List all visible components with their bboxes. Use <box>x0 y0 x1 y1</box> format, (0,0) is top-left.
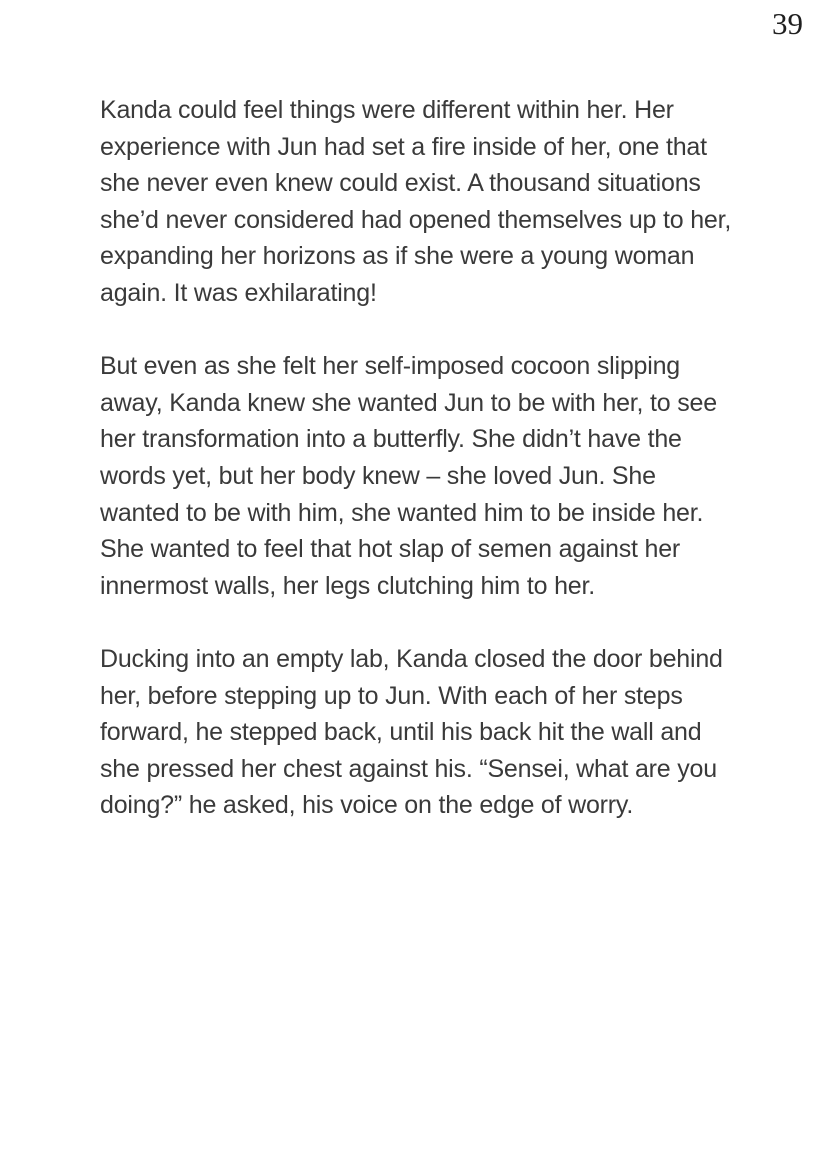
paragraph-3: Ducking into an empty lab, Kanda closed the door behind her, before stepping up to Jun. With each of her steps forward, he stepped back, until his back hit the wall and she pressed her chest against his. “Sensei, what are you doing?” he asked, his voice on the edge of worry. <box>100 644 723 820</box>
paragraph-2: But even as she felt her self-imposed cocoon slipping away, Kanda knew she wanted Jun to be with her, to see her transformation into a butterfly. She didn’t have the words yet, but her body knew – she loved Jun. She wanted to be with him, she wanted him to be inside her. She wanted to feel that hot slap of semen against her innermost walls, her legs clutching him to her. <box>100 352 717 600</box>
page-content <box>100 92 732 860</box>
page-number: 39 <box>772 6 803 41</box>
paragraph-1: Kanda could feel things were different within her. Her experience with Jun had set a fire inside of her, one that she never even knew could exist. A thousand situations she’d never considered had opened themselves up to her, expanding her horizons as if she were a young woman again. It was exhilarating! <box>100 96 732 307</box>
